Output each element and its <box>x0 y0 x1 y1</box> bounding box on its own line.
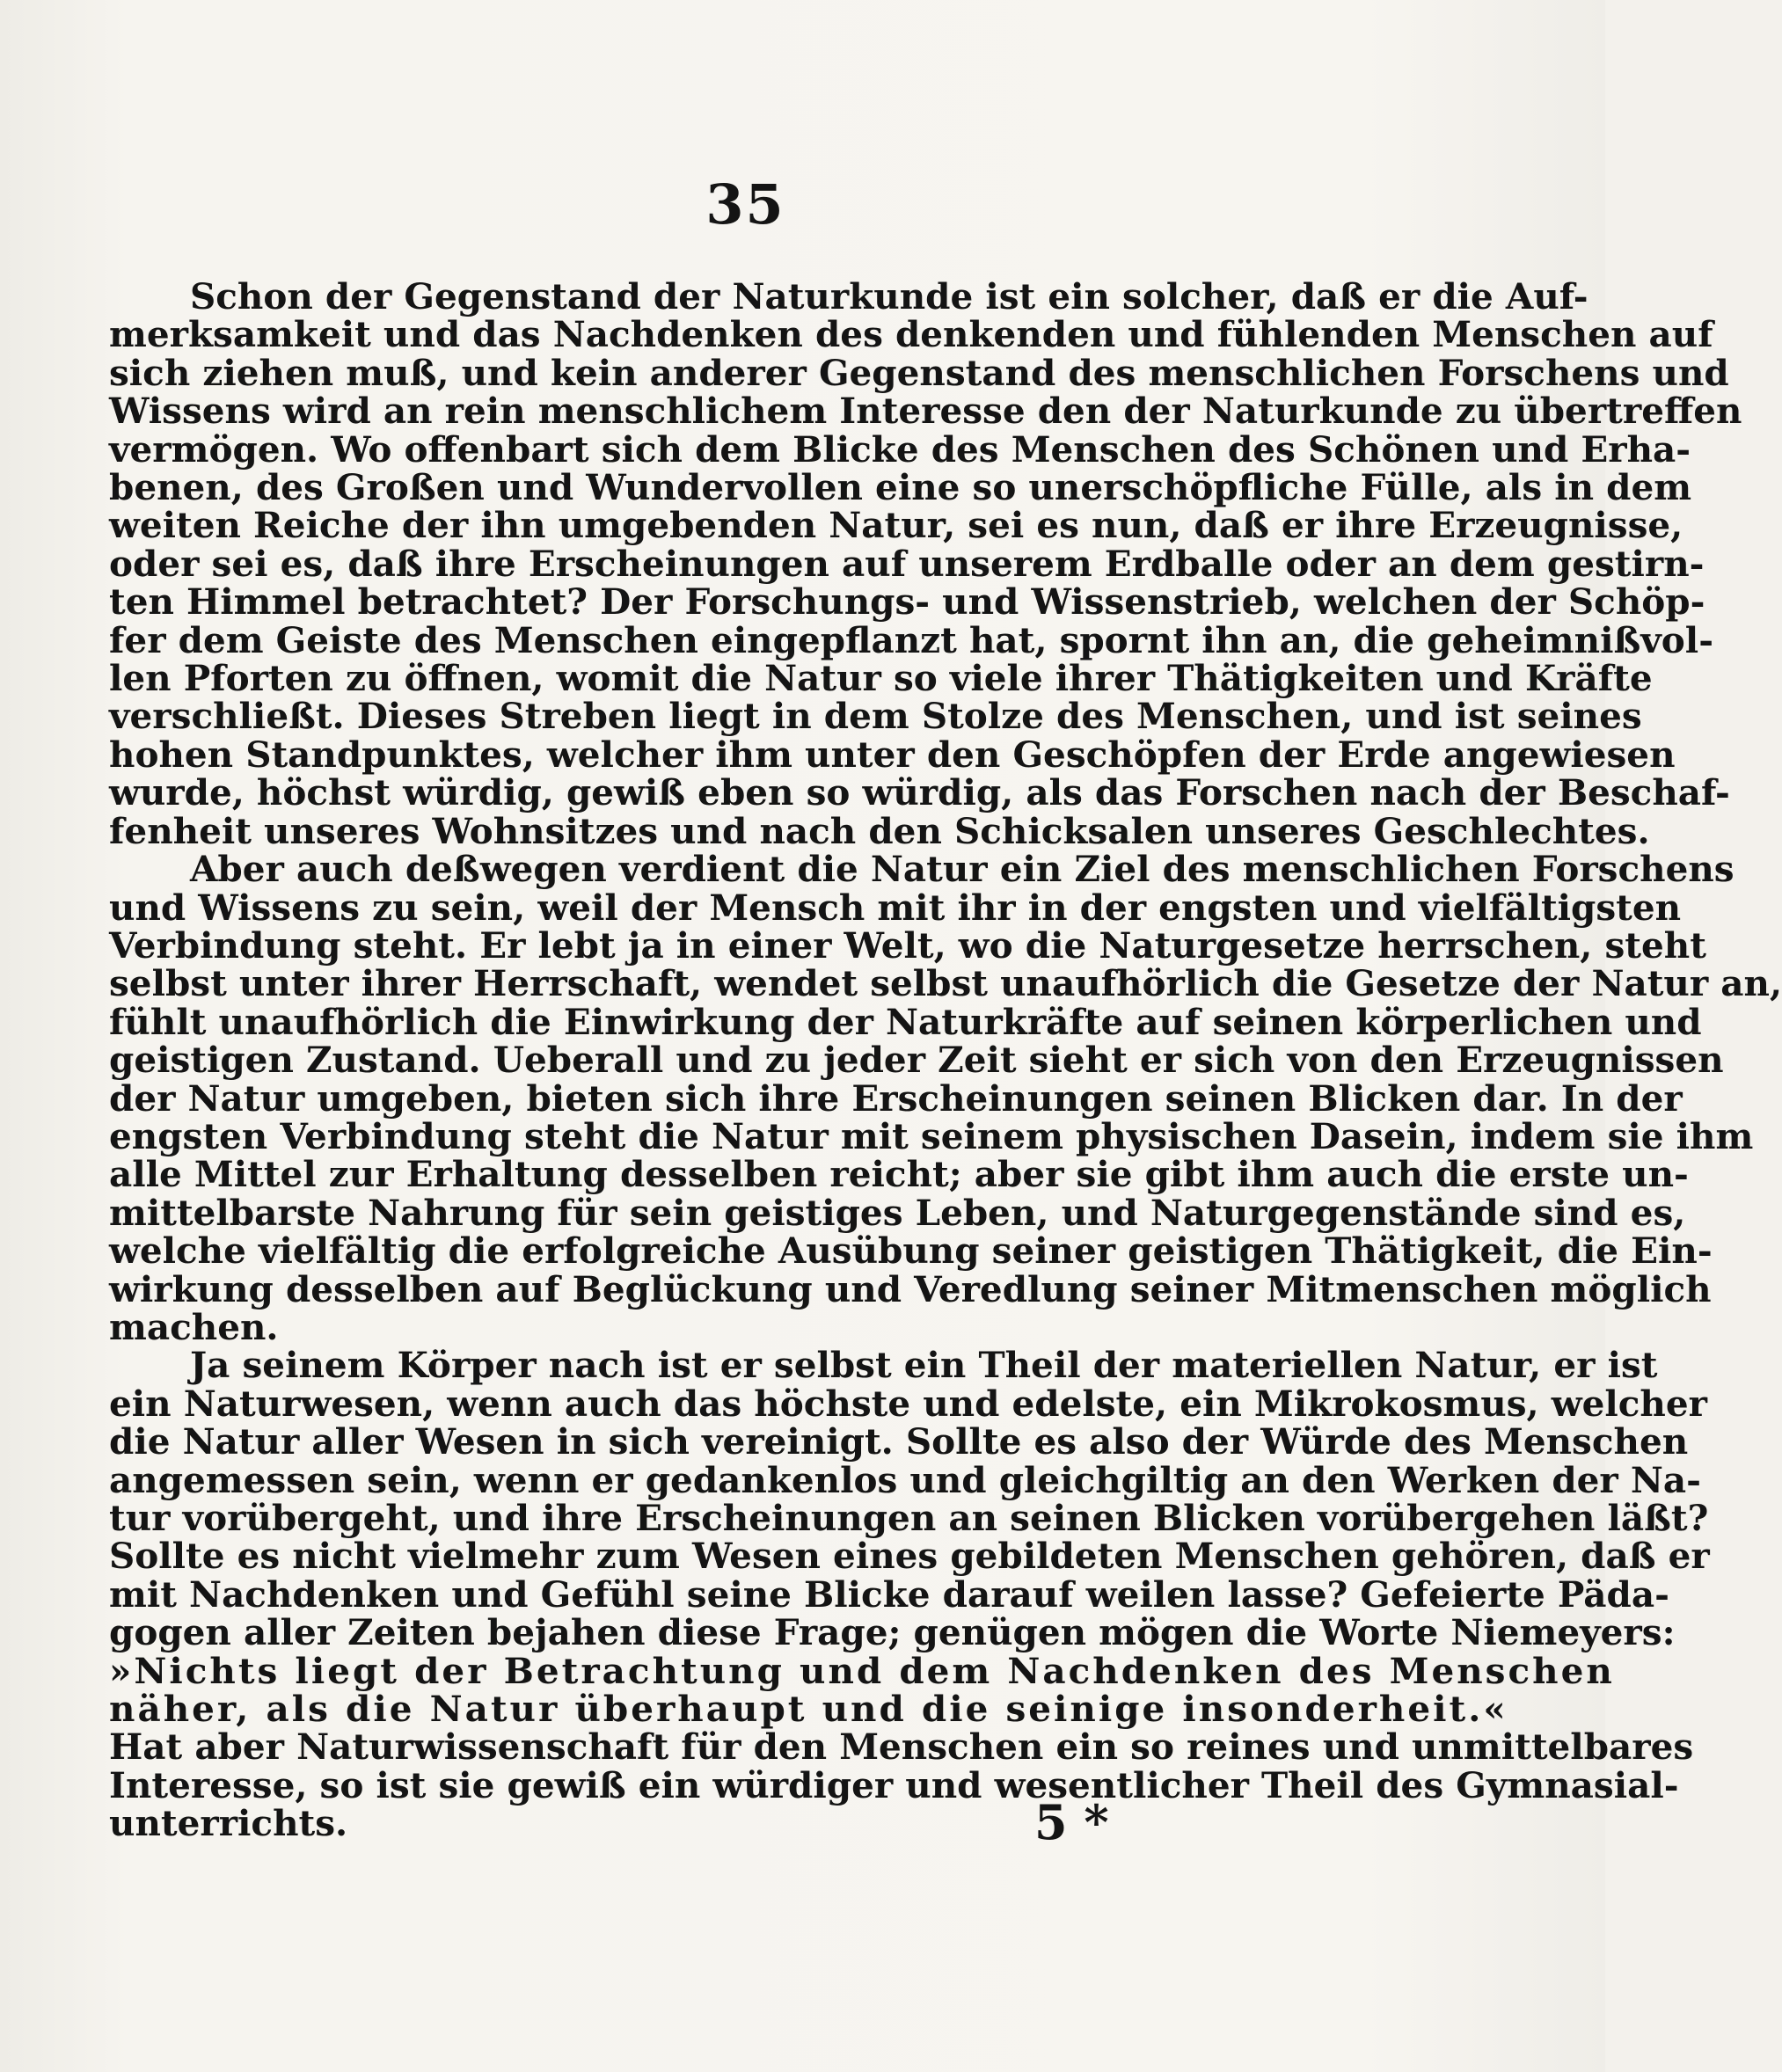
page-number: 35 <box>705 172 785 237</box>
text-line: ten Himmel betrachtet? Der Forschungs- und Wissenstrieb, welchen der Schöp- <box>109 580 1705 624</box>
text-line: engsten Verbindung steht die Natur mit seinem physischen Dasein, indem sie ihm <box>109 1114 1754 1157</box>
text-line: benen, des Großen und Wundervollen eine so unerschöpfliche Fülle, als in dem <box>109 466 1692 509</box>
text-line: Wissens wird an rein menschlichem Interesse den der Naturkunde zu übertreffen <box>109 390 1742 433</box>
text-line: fer dem Geiste des Menschen eingepflanzt hat, spornt ihn an, die geheimnißvol- <box>109 618 1714 661</box>
text-line: Interesse, so ist sie gewiß ein würdiger und wesentlicher Theil des Gymnasial- <box>109 1763 1679 1806</box>
text-line: Hat aber Naturwissenschaft für den Menschen ein so reines und unmittelbares <box>109 1725 1694 1769</box>
text-line: angemessen sein, wenn er gedankenlos und gleichgiltig an den Werken der Na- <box>109 1458 1701 1501</box>
text-line: tur vorübergeht, und ihre Erscheinungen an seinen Blicken vorübergehen läßt? <box>109 1497 1709 1539</box>
text-line: mittelbarste Nahrung für sein geistiges Leben, und Naturgegenstände sind es, <box>109 1191 1686 1234</box>
text-line: len Pforten zu öffnen, womit die Natur so viele ihrer Thätigkeiten und Kräfte <box>109 657 1653 700</box>
text-line: vermögen. Wo offenbart sich dem Blicke des Menschen des Schönen und Erha- <box>109 427 1691 471</box>
body-text <box>109 275 1782 1845</box>
text-line: verschließt. Dieses Streben liegt in dem Stolze des Menschen, und ist seines <box>109 695 1642 738</box>
paragraph-2 <box>109 848 1782 1348</box>
text-line: fühlt unaufhörlich die Einwirkung der Naturkräfte auf seinen körperlichen und <box>109 1000 1702 1043</box>
text-line: hohen Standpunktes, welcher ihm unter den Geschöpfen der Erde angewiesen <box>109 733 1676 776</box>
text-line: weiten Reiche der ihn umgebenden Natur, sei es nun, daß er ihre Erzeugnisse, <box>109 504 1683 547</box>
text-line: der Natur umgeben, bieten sich ihre Erscheinungen seinen Blicken dar. In der <box>109 1076 1683 1120</box>
paragraph-1 <box>109 275 1742 852</box>
text-line: wurde, höchst würdig, gewiß eben so würdig, als das Forschen nach der Beschaf- <box>109 771 1730 814</box>
text-line: ein Naturwesen, wenn auch das höchste und edelste, ein Mikrokosmus, welcher <box>109 1382 1707 1425</box>
text-line: merksamkeit und das Nachdenken des denkenden und fühlenden Menschen auf <box>109 313 1713 356</box>
text-line: machen. <box>109 1305 279 1348</box>
quote-line: näher, als die Natur überhaupt und die seinige insonderheit.« <box>109 1688 1508 1731</box>
text-line: selbst unter ihrer Herrschaft, wendet selbst unaufhörlich die Gesetze der Natur an, <box>109 962 1782 1005</box>
text-line: und Wissens zu sein, weil der Mensch mit ihr in der engsten und vielfältigsten <box>109 886 1682 929</box>
text-line: die Natur aller Wesen in sich vereinigt. Sollte es also der Würde des Menschen <box>109 1420 1689 1463</box>
text-line: gogen aller Zeiten bejahen diese Frage; genügen mögen die Worte Niemeyers: <box>109 1611 1676 1654</box>
text-line: geistigen Zustand. Ueberall und zu jeder Zeit sieht er sich von den Erzeugnissen <box>109 1039 1724 1082</box>
text-line: welche vielfältig die erfolgreiche Ausübung seiner geistigen Thätigkeit, die Ein- <box>109 1229 1713 1273</box>
text-line: Aber auch deßwegen verdient die Natur ein Ziel des menschlichen Forschens <box>190 848 1735 891</box>
text-line: Verbindung steht. Er lebt ja in einer Welt, wo die Naturgesetze herrschen, steht <box>109 923 1706 967</box>
text-line: Sollte es nicht vielmehr zum Wesen eines gebildeten Menschen gehören, daß er <box>109 1535 1710 1578</box>
text-line: fenheit unseres Wohnsitzes und nach den Schicksalen unseres Geschlechtes. <box>109 809 1650 852</box>
text-line: oder sei es, daß ihre Erscheinungen auf unserem Erdballe oder an dem gestirn- <box>109 542 1705 585</box>
signature-mark: 5 * <box>1034 1794 1109 1850</box>
text-line: unterrichts. <box>109 1802 348 1845</box>
text-line: sich ziehen muß, und kein anderer Gegenstand des menschlichen Forschens und <box>109 351 1729 394</box>
text-line: alle Mittel zur Erhaltung desselben reicht; aber sie gibt ihm auch die erste un- <box>109 1153 1689 1196</box>
text-line: wirkung desselben auf Beglückung und Veredlung seiner Mitmenschen möglich <box>109 1267 1712 1310</box>
text-line: Schon der Gegenstand der Naturkunde ist ein solcher, daß er die Auf- <box>190 275 1588 317</box>
text-line: Ja seinem Körper nach ist er selbst ein Theil der materiellen Natur, er ist <box>190 1344 1658 1387</box>
text-line: mit Nachdenken und Gefühl seine Blicke darauf weilen lasse? Gefeierte Päda- <box>109 1572 1669 1616</box>
paragraph-3 <box>109 1344 1710 1845</box>
quote-line: »Nichts liegt der Betrachtung und dem Nachdenken des Menschen <box>109 1649 1615 1692</box>
